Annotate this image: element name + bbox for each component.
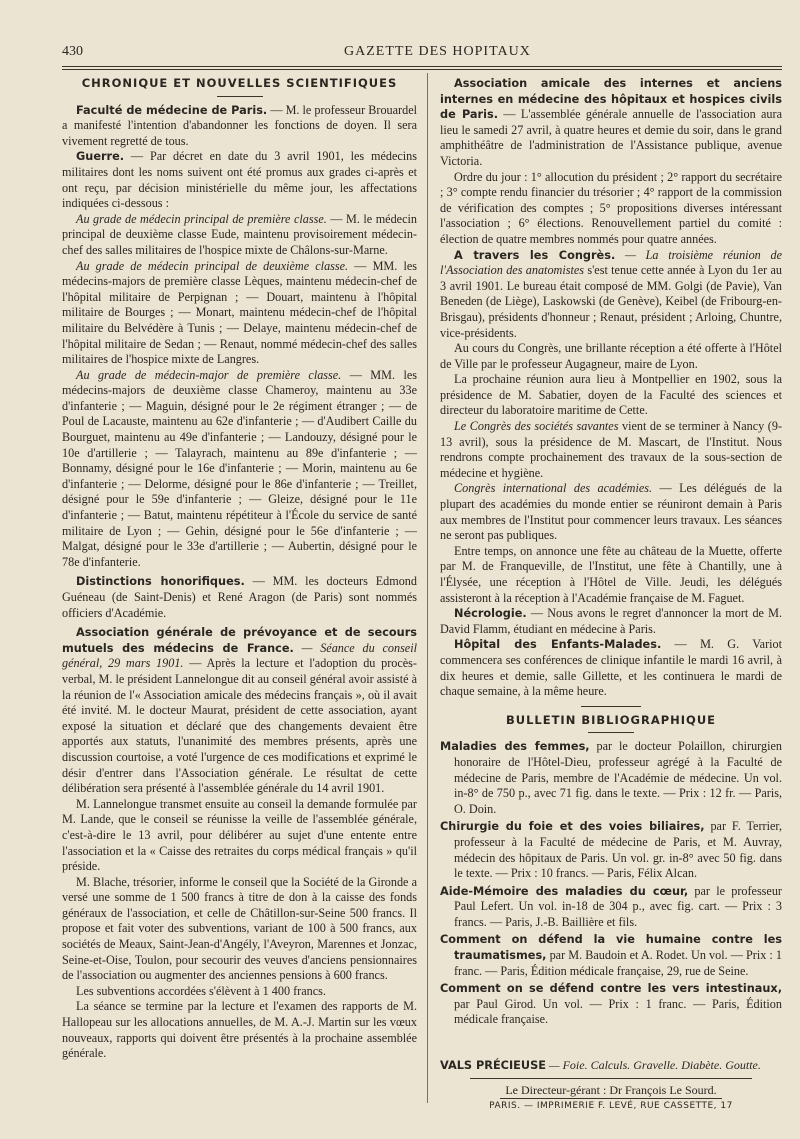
paragraph: Hôpital des Enfants-Malades. — M. G. Variot commencera ses conférences de clinique infantile le mardi 16 avril, à dix heures et demie, salle Gillette, et les continuera le mardi de chaque semaine, à la même heure. xyxy=(440,637,782,699)
paragraph: Congrès international des académies. — Les délégués de la plupart des académies du monde entier se réuniront demain à Paris aux membres de l'Institut pour commencer leurs travaux. Les séances ne seront pas publiques. xyxy=(440,481,782,543)
paragraph: Association amicale des internes et anciens internes en médecine des hôpitaux et hospices civils de Paris. — L'assemblée générale annuelle de l'association aura lieu le samedi 27 avril, à quatre heures et demie du soir, dans le grand amphithéâtre de l'administration de l'Assistance publique, avenue Victoria. xyxy=(440,77,782,168)
section-rule xyxy=(217,96,263,97)
paragraph: Association générale de prévoyance et de secours mutuels des médecins de France. — Séance du conseil général, 29 mars 1901. — Après la lecture et l'adoption du procès-verbal, M. le président Lannelongue dit au conseil général avoir assisté à la réunion de l'« Association amicale des médecins français », où il avait été invité. M. le docteur Maurat, président de cette association, ayant exposé la situation et déclaré que des changements devaient être apportés aux statuts, l'unanimité des membres présents, après une discussion courtoise, a voté l'urgence de ces modifications et exprimé le désir d'entrer dans l'Association générale. Le résultat de cette délibération sera présenté à l'assemblée générale du 14 avril 1901. xyxy=(62,626,418,796)
bibliography-rule xyxy=(588,732,634,733)
paragraph: Au grade de médecin-major de première classe. — MM. les médecins-majors de deuxième classe Chameroy, maintenu au 33e d'infanterie ; — Maguin, désigné pour le 2e régiment étranger ; — de Poul de Lacauste, maintenu au 62e d'infanterie ; — d'Audibert Caille du Bourguet, maintenu au 49e d'infanterie ; — Landouzy, désigné pour le 10e d'artillerie ; — Talayrach, maintenu au 89e d'infanterie ; — Bonnamy, désigné pour le 16e d'infanterie ; — Morin, maintenu au 6e d'infanterie ; — Delorme, désigné pour le 86e d'infanterie ; — Treillet, désigné pour le 59e d'infanterie ; — Gleize, désigné pour le 11e d'infanterie ; — Batut, maintenu répétiteur à l'École du service de santé militaire de Lyon ; — Gehin, désigné pour le 56e d'infanterie ; — Malgat, désigné pour le 33e d'artillerie ; — Aubertin, désigné pour le 78e d'infanterie. xyxy=(62,367,417,569)
bib-entry: Comment on défend la vie humaine contre les traumatismes, par M. Baudoin et A. Rodet. Un vol. — Prix : 1 franc. — Paris, Édition médicale française, 29, rue de Seine. xyxy=(440,933,782,978)
paragraph: Nécrologie. — Nous avons le regret d'annoncer la mort de M. David Flamm, étudiant en médecine à Paris. xyxy=(440,606,782,636)
footer-rule xyxy=(470,1078,752,1079)
paragraph: Entre temps, on annonce une fête au château de la Muette, offerte par M. de Franqueville, de l'Institut, une fête à Chantilly, une à l'Élysée, une réception à l'Hôtel de Ville. Jeudi, les délégués assisteront à la réception à l'Académie française de M. Faguet. xyxy=(440,543,782,605)
ornament-rule xyxy=(581,706,641,707)
right-column xyxy=(440,76,782,1030)
paragraph: La prochaine réunion aura lieu à Montpellier en 1902, sous la présidence de M. Sabatier, doyen de la Faculté des sciences et directeur du laboratoire maritime de Cette. xyxy=(440,372,782,418)
imprint-line: PARIS. — IMPRIMERIE F. LEVÉ, RUE CASSETTE, 17 xyxy=(489,1101,733,1111)
header-rule xyxy=(62,66,782,67)
left-column xyxy=(62,76,417,1062)
paragraph: Au cours du Congrès, une brillante réception a été offerte à l'Hôtel de Ville par le professeur Augagneur, maire de Lyon. xyxy=(440,341,782,371)
bib-entry: Maladies des femmes, par le docteur Polaillon, chirurgien honoraire de l'Hôtel-Dieu, professeur agrégé à la Faculté de médecine de Paris, membre de l'Académie de médecine. Un vol. in-8° de 750 p., avec 71 fig. dans le texte. — Prix : 12 fr. — Paris, O. Doin. xyxy=(440,739,783,816)
paragraph: Au grade de médecin principal de deuxième classe. — MM. les médecins-majors de première classe Lèques, maintenu médecin-chef de l'hôpital militaire de Perpignan ; — Douart, maintenu à l'hôpital militaire de Bourges ; — Monart, maintenu médecin-chef de l'hôpital militaire du Belvédère à Tunis ; — Delaye, maintenu médecin-chef de l'hôpital militaire de Sedan ; — Renaut, nommé médecin-chef des salles militaires de l'hospice mixte de Langres. xyxy=(62,258,417,367)
director-line: Le Directeur-gérant : Dr François Le Sourd. xyxy=(505,1083,717,1097)
paragraph: M. Blache, trésorier, informe le conseil que la Société de la Gironde a versé une somme de 1 500 francs à titre de don à la caisse des fonds généraux de l'association, et celle de Châtillon-sur-Seine 500 francs. Il propose et fait voter des subventions, variant de 100 à 500 francs, aux sociétés de Meaux, Saint-Jean-d'Angély, l'Aveyron, Marennes et Jonzac, Seine-et-Oise, Toulon, pour secourir des veuves d'anciens pensionnaires de l'association ou augmenter des anciennes pensions à 600 francs. xyxy=(62,874,417,983)
bib-entry: Comment on se défend contre les vers intestinaux, par Paul Girod. Un vol. — Prix : 1 franc. — Paris, Édition médicale française. xyxy=(440,982,782,1027)
advert-line: VALS PRÉCIEUSE — Foie. Calculs. Gravelle. Diabète. Goutte. xyxy=(440,1058,761,1072)
paragraph: A travers les Congrès. — La troisième réunion de l'Association des anatomistes s'est tenue cette année à Lyon du 1er au 3 avril 1901. Le bureau était composé de MM. Golgi (de Pavie), Van Beneden (de Liège), Laskowski (de Genève), Keibel (de Fribourg-en-Brisgau), présidents d'honneur ; Renaut, président ; Arloing, Chuntre, vice-présidents. xyxy=(440,247,783,340)
paragraph: Ordre du jour : 1° allocution du président ; 2° rapport du secrétaire ; 3° compte rendu financier du trésorier ; 4° rapport de la commission de vérification des comptes ; 5° propositions diverses intéressant l'association ; 6° élections. Renouvellement partiel du comité : élection de quatre membres nommés pour quatre années. xyxy=(440,169,782,246)
bib-entry: Chirurgie du foie et des voies biliaires, par F. Terrier, professeur à la Faculté de médecine de Paris, et M. Auvray, médecin des hôpitaux de Paris. Un vol. gr. in-8° avec 50 fig. dans le texte. — Prix : 10 francs. — Paris, Félix Alcan. xyxy=(440,819,782,881)
section-title: CHRONIQUE ET NOUVELLES SCIENTIFIQUES xyxy=(81,76,398,90)
bibliography-title: BULLETIN BIBLIOGRAPHIQUE xyxy=(505,712,717,727)
paragraph: Faculté de médecine de Paris. — M. le professeur Brouardel a manifesté l'intention d'abandonner les fonctions de doyen. Il sera vivement regretté de tous. xyxy=(62,102,417,148)
footer-rule-2 xyxy=(500,1098,722,1099)
page-number: 430 xyxy=(62,44,83,59)
paragraph: Distinctions honorifiques. — MM. les docteurs Edmond Guéneau (de Saint-Denis) et René Aragon (de Paris) sont nommés officiers d'Académie. xyxy=(62,574,417,620)
paragraph: Guerre. — Par décret en date du 3 avril 1901, les médecins militaires dont les noms suivent ont été promus aux grades ci-après et ont reçu, par décision ministérielle du même jour, les affectations indiquées ci-dessous : xyxy=(62,149,417,211)
header-rule-2 xyxy=(62,69,782,70)
bib-entry: Aide-Mémoire des maladies du cœur, par le professeur Paul Lefert. Un vol. in-18 de 304 p., avec fig. cart. — Prix : 3 francs. — Paris, J.-B. Baillière et fils. xyxy=(440,883,782,929)
bibliography-list xyxy=(440,739,782,1028)
paragraph: Au grade de médecin principal de première classe. — M. le médecin principal de deuxième classe Eude, maintenu provisoirement médecin-chef des salles militaires de l'hospice mixte de Châlons-sur-Marne. xyxy=(62,211,417,257)
column-divider xyxy=(427,73,428,1103)
paragraph: La séance se termine par la lecture et l'examen des rapports de M. Hallopeau sur les allocations annuelles, de M. A.-J. Martin sur les vœux nouveaux, rapports qui doivent être présentés à la prochaine assemblée générale. xyxy=(62,999,417,1061)
paragraph: Les subventions accordées s'élèvent à 1 400 francs. xyxy=(76,983,326,998)
paragraph: Le Congrès des sociétés savantes vient de se terminer à Nancy (9-13 avril), sous la présidence de M. Mascart, de l'Institut. Nous rendrons compte prochainement des travaux de la sous-section de médecine et hygiène. xyxy=(440,419,783,480)
journal-title: GAZETTE DES HOPITAUX xyxy=(344,44,531,59)
paragraph: M. Lannelongue transmet ensuite au conseil la demande formulée par M. Lande, que le conseil se réunisse la veille de l'assemblée générale, c'est-à-dire le 13 avril, pour délibérer au sujet d'une entente entre l'association et la « Caisse des retraites du corps médical français » qu'il préside. xyxy=(62,796,417,874)
